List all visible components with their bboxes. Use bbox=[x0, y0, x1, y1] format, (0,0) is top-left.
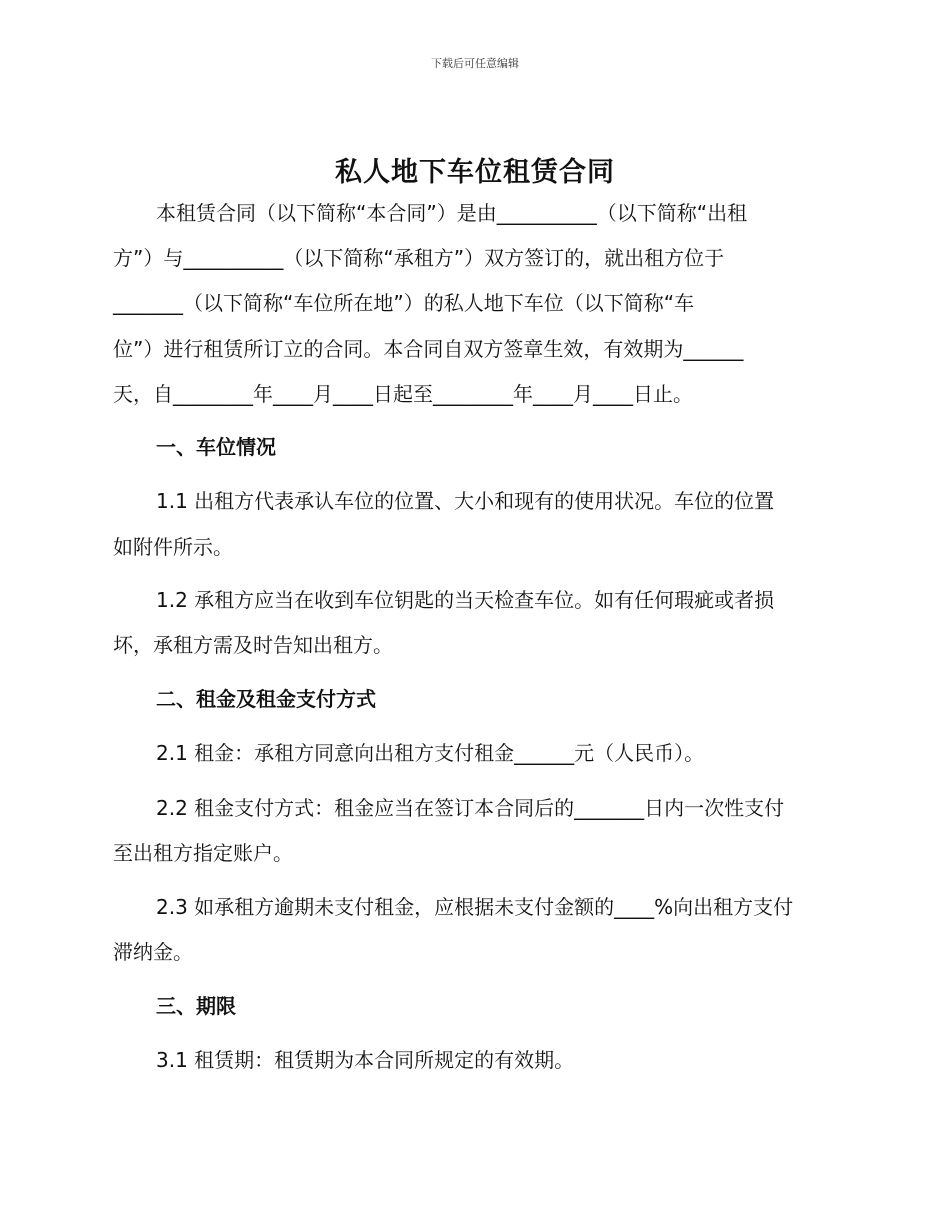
intro-line-1: 本租赁合同（以下简称“本合同”）是由__________（以下简称“出租 bbox=[156, 201, 748, 225]
clause-2-2-line-2: 至出租方指定账户。 bbox=[113, 841, 293, 865]
intro-line-3: _______（以下简称“车位所在地”）的私人地下车位（以下简称“车 bbox=[113, 291, 695, 315]
intro-line-5: 天，自________年____月____日起至________年____月____日止。 bbox=[113, 382, 693, 406]
page-header-note: 下载后可任意编辑 bbox=[431, 57, 519, 70]
clause-2-1: 2.1 租金：承租方同意向出租方支付租金______元（人民币）。 bbox=[156, 741, 705, 765]
clause-2-2-line-1: 2.2 租金支付方式：租金应当在签订本合同后的_______日内一次性支付 bbox=[156, 796, 785, 820]
section-3-heading: 三、期限 bbox=[156, 994, 236, 1018]
clause-3-1: 3.1 租赁期：租赁期为本合同所规定的有效期。 bbox=[156, 1048, 575, 1072]
intro-line-2: 方”）与__________（以下简称“承租方”）双方签订的，就出租方位于 bbox=[113, 246, 725, 270]
clause-2-3-line-2: 滞纳金。 bbox=[113, 940, 193, 964]
clause-1-2-line-2: 坏，承租方需及时告知出租方。 bbox=[113, 633, 393, 657]
section-1-heading: 一、车位情况 bbox=[156, 435, 276, 459]
intro-line-4: 位”）进行租赁所订立的合同。本合同自双方签章生效，有效期为______ bbox=[113, 337, 744, 361]
section-2-heading: 二、租金及租金支付方式 bbox=[156, 687, 376, 711]
clause-2-3-line-1: 2.3 如承租方逾期未支付租金，应根据未支付金额的____%向出租方支付 bbox=[156, 895, 794, 919]
document-title: 私人地下车位租赁合同 bbox=[335, 157, 615, 188]
clause-1-2-line-1: 1.2 承租方应当在收到车位钥匙的当天检查车位。如有任何瑕疵或者损 bbox=[156, 588, 775, 612]
clause-1-1-line-2: 如附件所示。 bbox=[113, 535, 233, 559]
clause-1-1-line-1: 1.1 出租方代表承认车位的位置、大小和现有的使用状况。车位的位置 bbox=[156, 489, 775, 513]
